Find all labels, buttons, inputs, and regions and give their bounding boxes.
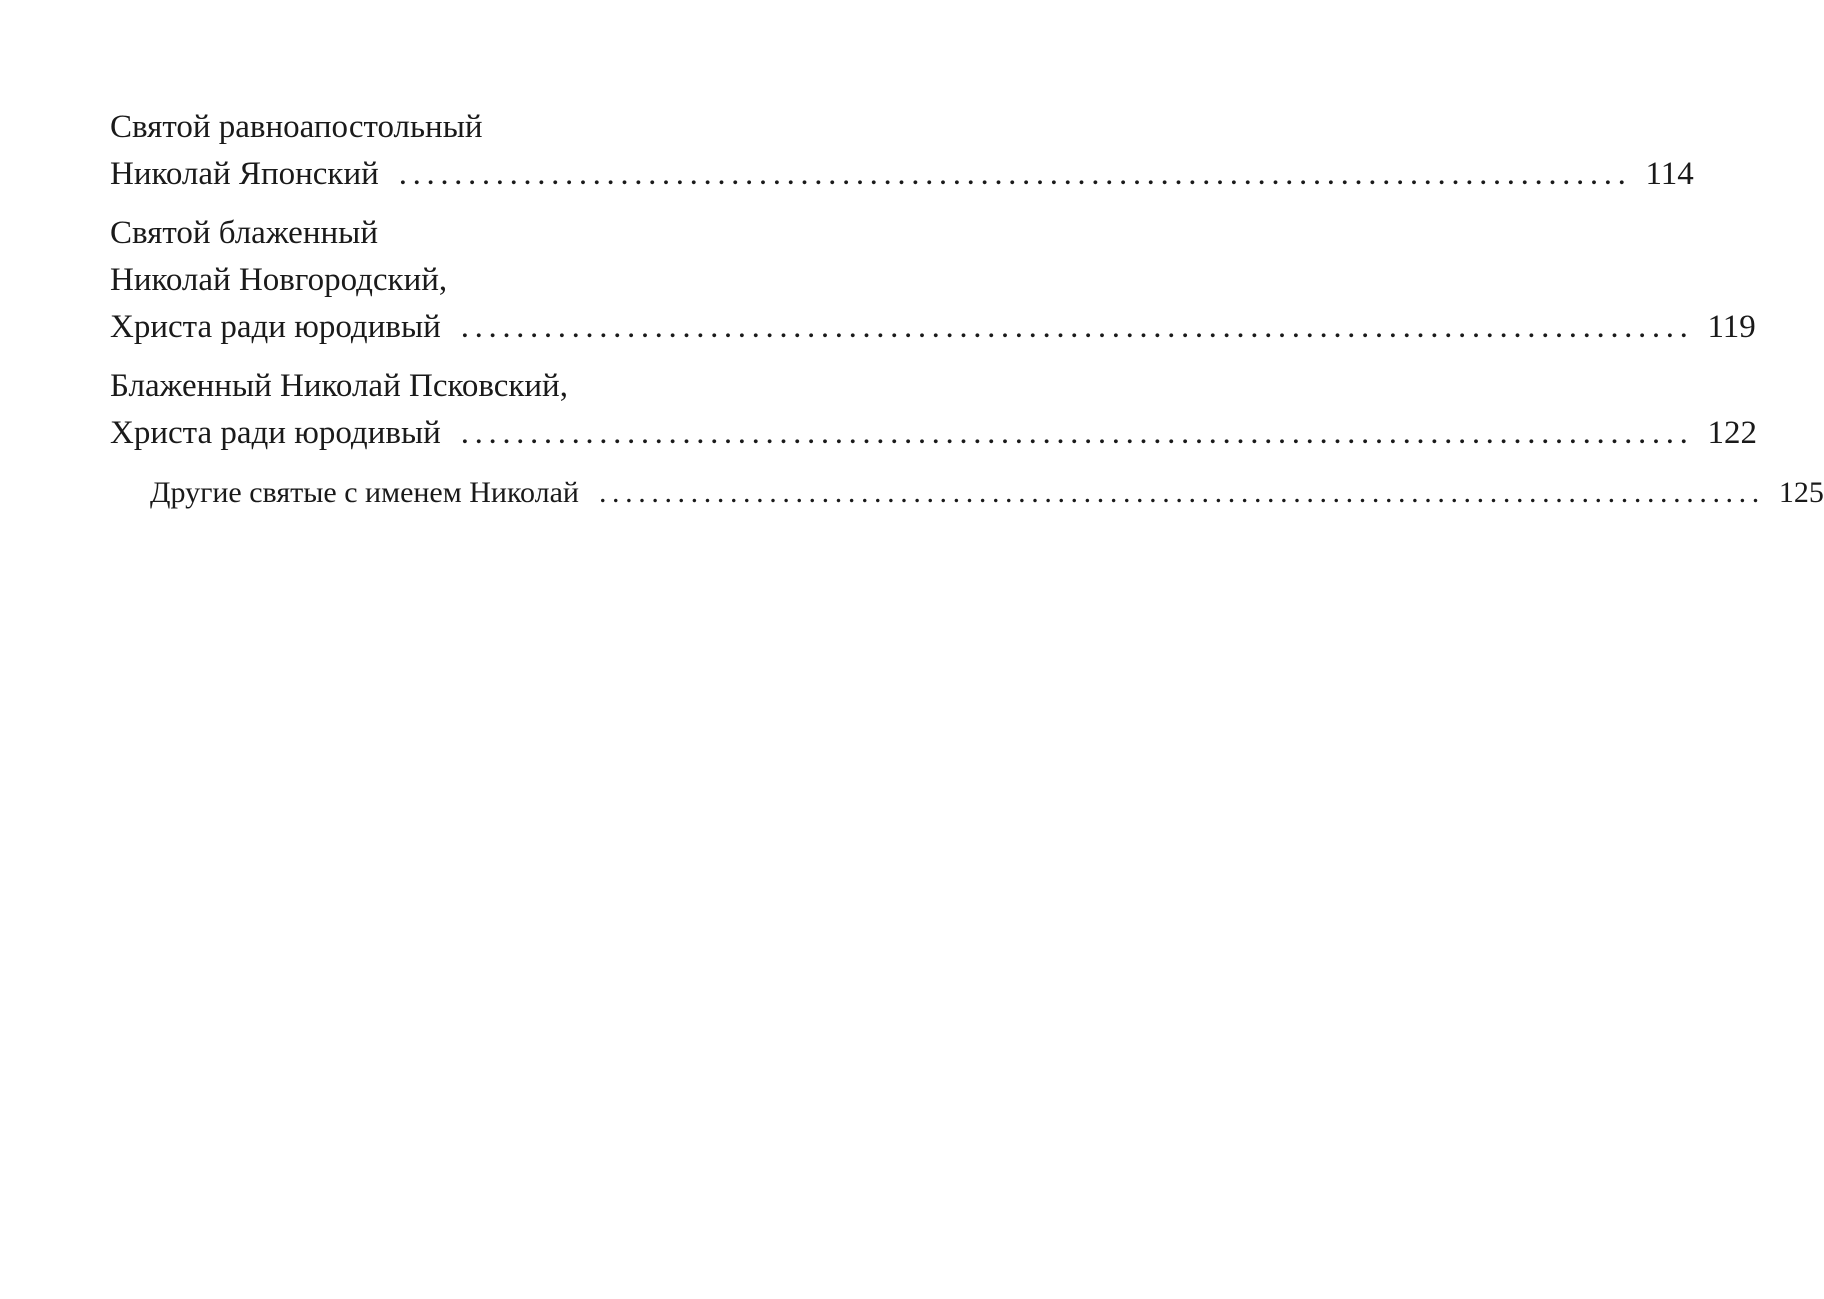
toc-page-number: 125 — [1778, 476, 1824, 509]
toc-entry-nikolai-pskovsky[interactable] — [110, 363, 1757, 457]
toc-entry-title-line: Святой равноапостольный — [110, 109, 483, 145]
toc-entry-nikolai-yaponsky[interactable] — [110, 104, 1694, 198]
dot-leader: ......................................................................................... — [398, 156, 1632, 192]
toc-entry-title-line: Другие святые с именем Николай — [150, 476, 579, 509]
toc-page-number: 122 — [1707, 415, 1757, 451]
toc-entry-title-line: Святой блаженный — [110, 215, 378, 251]
dot-leader: ......................................................................................... — [598, 476, 1765, 509]
toc-page-number: 114 — [1645, 156, 1694, 192]
toc-entry-title-line: Николай Новгородский, — [110, 262, 448, 298]
toc-entry-nikolai-novgorodsky[interactable] — [110, 210, 1756, 351]
toc-entry-title-line: Блаженный Николай Псковский, — [110, 368, 568, 404]
toc-entry-title-line: Николай Японский — [110, 156, 379, 192]
toc-entry-title-line: Христа ради юродивый — [110, 415, 441, 451]
dot-leader: ......................................................................................... — [460, 415, 1694, 451]
dot-leader: ......................................................................................... — [460, 309, 1694, 345]
toc-entry-title-line: Христа ради юродивый — [110, 309, 441, 345]
toc-entry-other-saints[interactable] — [110, 471, 1824, 515]
toc-page-number: 119 — [1707, 309, 1756, 345]
table-of-contents — [110, 104, 1824, 515]
